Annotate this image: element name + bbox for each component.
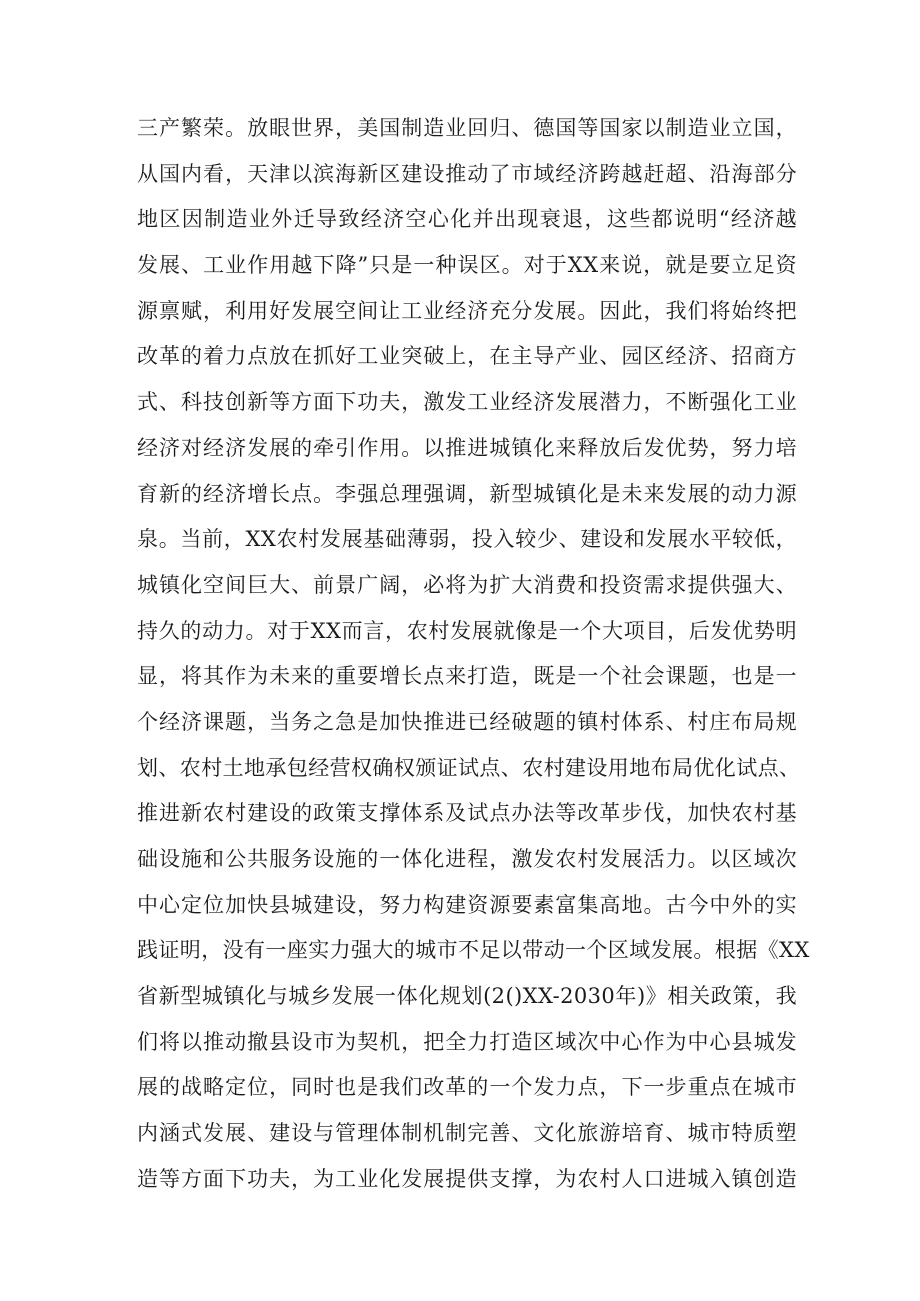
text-line: 式、科技创新等方面下功夫，激发工业经济发展潜力，不断强化工业 [137,390,797,415]
text-line: 础设施和公共服务设施的一体化进程，激发农村发展活力。以区域次 [137,847,797,871]
text-line: 源禀赋，利用好发展空间让工业经济充分发展。因此，我们将始终把 [137,298,797,323]
text-line: 省新型城镇化与城乡发展一体化规划(2()XX-2030年)》相关政策，我 [137,984,797,1009]
text-line: 造等方面下功夫，为工业化发展提供支撑，为农村人口进城入镇创造 [137,1166,797,1191]
text-line: 们将以推动撤县设市为契机，把全力打造区域次中心作为中心县城发 [137,1029,797,1054]
text-line: 育新的经济增长点。李强总理强调，新型城镇化是未来发展的动力源 [137,481,797,506]
text-line: 展的战略定位，同时也是我们改革的一个发力点，下一步重点在城市 [137,1075,797,1100]
text-line: 中心定位加快县城建设，努力构建资源要素富集高地。古今中外的实 [137,892,797,917]
text-line: 经济对经济发展的牵引作用。以推进城镇化来释放后发优势，努力培 [137,435,797,460]
text-line: 个经济课题，当务之急是加快推进已经破题的镇村体系、村庄布局规 [137,709,797,734]
text-line: 践证明，没有一座实力强大的城市不足以带动一个区域发展。根据《XX [137,938,810,963]
text-line: 划、农村土地承包经营权确权颁证试点、农村建设用地布局优化试点、 [137,755,801,780]
text-line: 持久的动力。对于XX而言，农村发展就像是一个大项目，后发优势明 [137,618,797,643]
text-line: 内涵式发展、建设与管理体制机制完善、文化旅游培育、城市特质塑 [137,1121,797,1146]
text-line: 城镇化空间巨大、前景广阔，必将为扩大消费和投资需求提供强大、 [137,572,797,597]
text-line: 推进新农村建设的政策支撑体系及试点办法等改革步伐，加快农村基 [137,801,797,826]
text-line: 从国内看，天津以滨海新区建设推动了市域经济跨越赶超、沿海部分 [137,161,797,186]
text-line: 显，将其作为未来的重要增长点来打造，既是一个社会课题，也是一 [137,664,797,689]
text-line: 改革的着力点放在抓好工业突破上，在主导产业、园区经济、招商方 [137,344,797,369]
text-line: 泉。当前，XX农村发展基础薄弱，投入较少、建设和发展水平较低， [137,527,797,552]
body-paragraph [137,106,810,1203]
text-line: 三产繁荣。放眼世界，美国制造业回归、德国等国家以制造业立国， [137,116,797,140]
text-line: 发展、工业作用越下降”只是一种误区。对于XX来说，就是要立足资 [137,253,797,278]
text-line: 地区因制造业外迁导致经济空心化并出现衰退，这些都说明“经济越 [137,207,797,232]
